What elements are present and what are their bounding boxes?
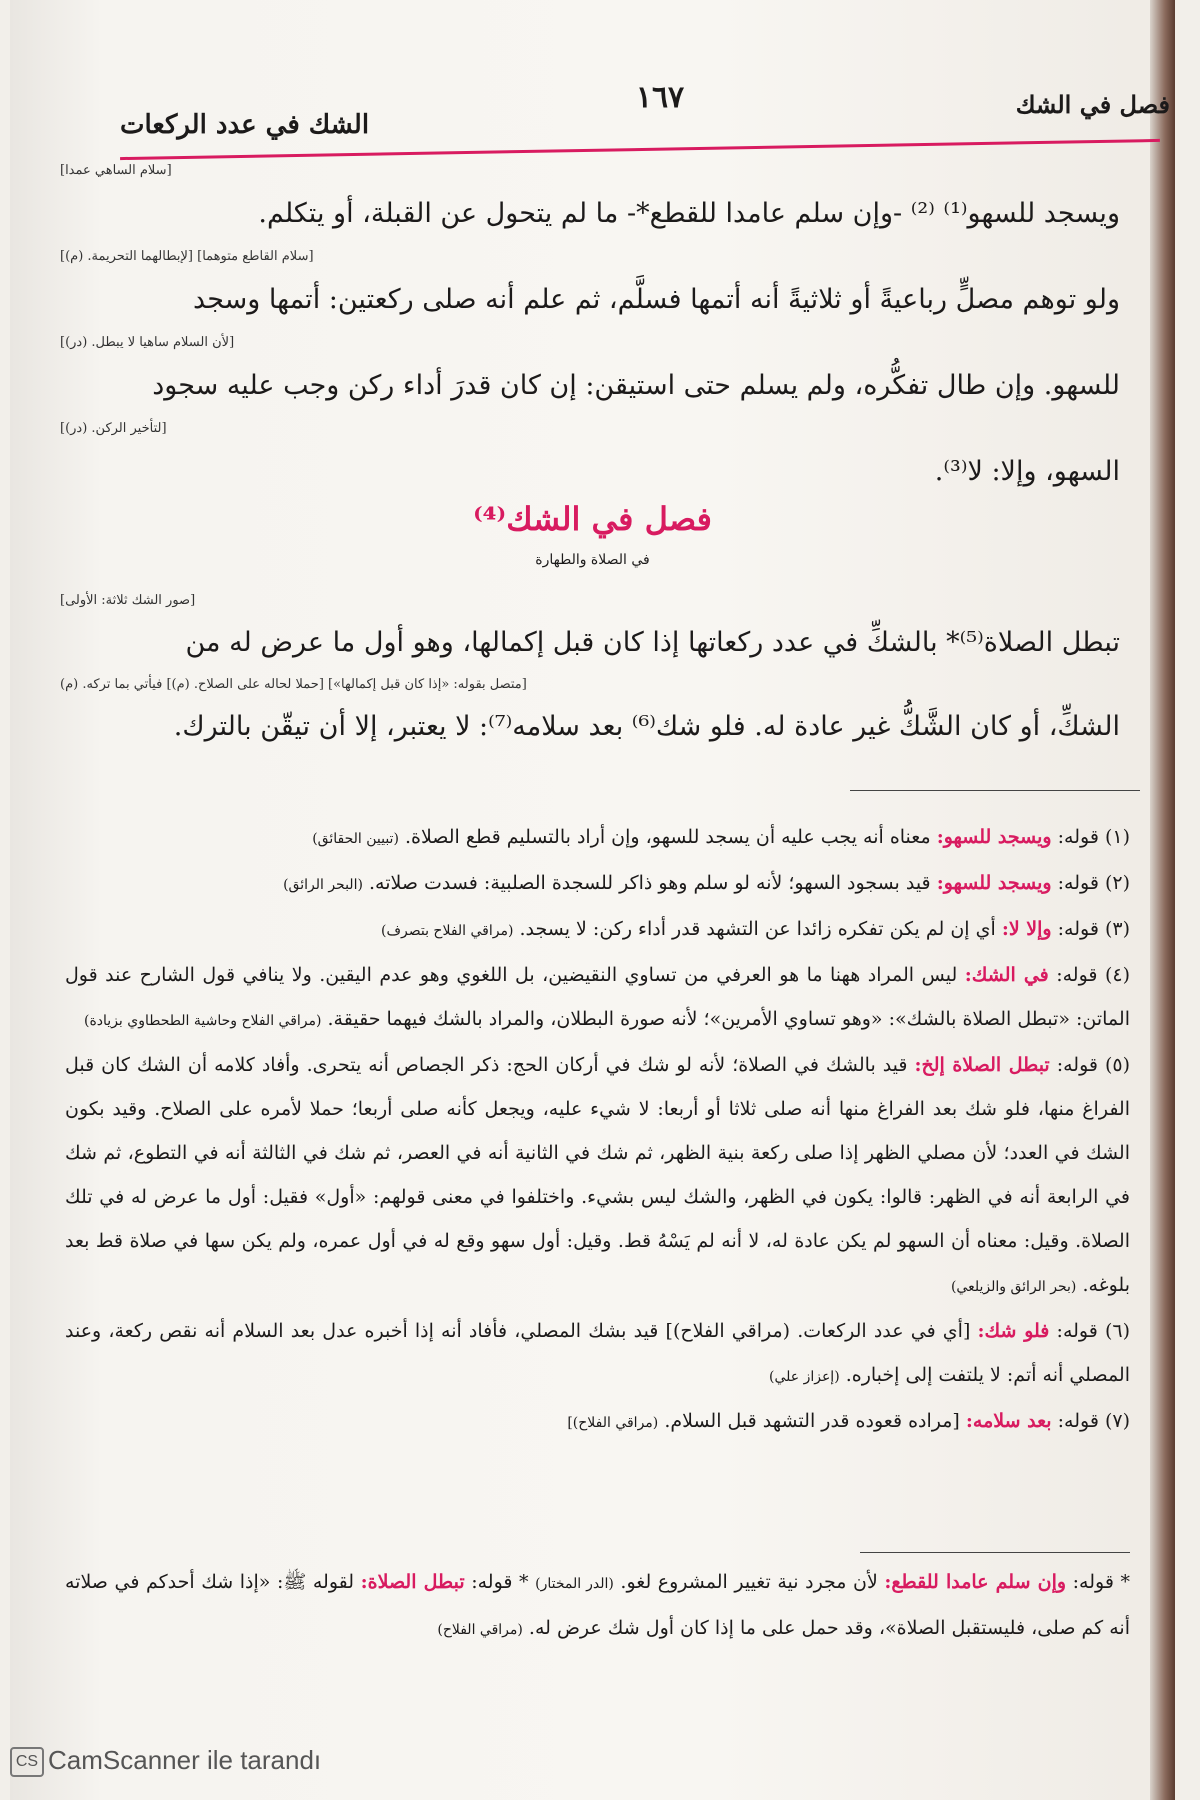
footnote-rule bbox=[850, 790, 1140, 791]
footnote-body: ليس المراد ههنا ما هو العرفي من تساوي النقيضين، بل اللغوي وهو عدم اليقين. ولا ينافي قول الشارح عند قول الماتن: «تبطل الصلاة بالشك»: «وهو تساوي الأمرين»؛ لأنه صورة البطلان، والمراد بالشك فيهما حقيقة. bbox=[65, 964, 1130, 1030]
footnote bbox=[65, 1399, 1130, 1445]
footnote bbox=[65, 1309, 1130, 1399]
bottom-note bbox=[65, 1560, 1130, 1652]
book-spine bbox=[1150, 0, 1175, 1800]
footnote-source: (مراقي الفلاح بتصرف) bbox=[381, 923, 514, 939]
main-paragraph: ولو توهم مصلٍّ رباعيةً أو ثلاثيةً أنه أتمها فسلَّم، ثم علم أنه صلى ركعتين: أتمها وسجد bbox=[193, 284, 1120, 315]
main-paragraph: السهو، وإلا: لا⁽³⁾. bbox=[934, 456, 1120, 487]
scanner-watermark bbox=[10, 1745, 321, 1777]
bottom-note-body: لقوله ﷺ: «إذا شك أحدكم في صلاته أنه كم صلى، فليستقبل الصلاة»، وقد حمل على ما إذا كان أول شك عرض له. bbox=[65, 1571, 1130, 1639]
footnote-number: (٦) قوله: bbox=[1056, 1320, 1131, 1342]
gloss: [لتأخير الركن. (در)] bbox=[60, 421, 167, 436]
footnote-number: (٣) قوله: bbox=[1057, 918, 1130, 940]
footnote-source: (البحر الرائق) bbox=[283, 877, 363, 893]
chapter-paragraph: تبطل الصلاة⁽⁵⁾* بالشكِّ في عدد ركعاتها إذا كان قبل إكمالها، وهو أول ما عرض له من bbox=[185, 627, 1120, 658]
bottom-note-head: وإن سلم عامدا للقطع: bbox=[884, 1571, 1067, 1593]
gloss: [سلام الساهي عمدا] bbox=[60, 163, 172, 178]
footnote-source: (بحر الرائق والزيلعي) bbox=[950, 1279, 1077, 1295]
running-head-right: فصل في الشك bbox=[1015, 90, 1170, 119]
book-page bbox=[10, 0, 1175, 1800]
main-paragraph: ويسجد للسهو⁽¹⁾ ⁽²⁾ -وإن سلم عامدا للقطع*- ما لم يتحول عن القبلة، أو يتكلم. bbox=[258, 198, 1120, 229]
footnote-number: (٢) قوله: bbox=[1057, 872, 1130, 894]
page-header bbox=[120, 80, 1170, 150]
gloss: [صور الشك ثلاثة: الأولى] bbox=[60, 593, 196, 608]
footnote-source: (مراقي الفلاح وحاشية الطحطاوي بزيادة) bbox=[84, 1013, 322, 1029]
bottom-note-head: تبطل الصلاة: bbox=[360, 1571, 465, 1593]
footnote-body: [مراده قعوده قدر التشهد قبل السلام. bbox=[664, 1410, 960, 1432]
footnotes bbox=[65, 815, 1130, 1445]
gloss: [لأن السلام ساهيا لا يبطل. (در)] bbox=[60, 335, 235, 350]
footnote-number: (١) قوله: bbox=[1057, 826, 1130, 848]
footnote-number: (٧) قوله: bbox=[1057, 1410, 1130, 1432]
footnote-head: ويسجد للسهو: bbox=[936, 826, 1052, 848]
page-number: ١٦٧ bbox=[635, 80, 685, 115]
bottom-note-number: * قوله: bbox=[471, 1571, 529, 1593]
footnote-body: [أي في عدد الركعات. (مراقي الفلاح)] قيد بشك المصلي، فأفاد أنه إذا أخبره عدل بعد السلام أنه نقص ركعة، وعند المصلي أنه أتم: لا يلتفت إلى إخباره. bbox=[65, 1320, 1130, 1386]
gloss: [سلام القاطع متوهما] [لإبطالهما التحريمة. (م)] bbox=[60, 249, 314, 264]
footnote bbox=[65, 815, 1130, 861]
bottom-notes bbox=[65, 1560, 1130, 1652]
footnote bbox=[65, 861, 1130, 907]
bottom-note-source: (الدر المختار) bbox=[535, 1576, 614, 1592]
chapter-paragraph: الشكِّ، أو كان الشَّكُّ غير عادة له. فلو شك⁽⁶⁾ بعد سلامه⁽⁷⁾: لا يعتبر، إلا أن تيقّن بالترك. bbox=[173, 711, 1120, 742]
footnote-body: قيد بالشك في الصلاة؛ لأنه لو شك في أركان الحج: ذكر الجصاص أنه يتحرى. وأفاد كلامه أن الشك كان قبل الفراغ منها، فلو شك بعد الفراغ منها أنه صلى ثلاثا أو أربعا: لا شيء عليه، ويجعل كأنه صلى أربعا؛ حملا لأمره على الصلاح. وقيد بكون الشك في العدد؛ لأن مصلي الظهر إذا صلى ركعة بنية الظهر، ثم شك في الثانية أنه في العصر، ثم شك في الثالثة أنه في التطوع، ثم شك في الرابعة أنه في الظهر: قالوا: يكون في الظهر، والشك ليس بشيء. واختلفوا في معنى قولهم: «أول» فقيل: أول ما عرض له في تلك الصلاة. وقيل: معناه أن السهو لم يكن عادة له، لا أنه لم يَسْهُ قط. وقيل: أول سهو وقع له في أول عمره، ولم يكن سها في صلاة قط بعد بلوغه. bbox=[65, 1054, 1130, 1296]
footnote-source: (مراقي الفلاح)] bbox=[567, 1415, 659, 1431]
watermark-text: CamScanner ile tarandı bbox=[48, 1745, 322, 1775]
bottom-note-source: (مراقي الفلاح) bbox=[437, 1622, 523, 1638]
footnote-head: تبطل الصلاة إلخ: bbox=[914, 1054, 1050, 1076]
chapter-text bbox=[60, 590, 1120, 758]
footnote-body: قيد بسجود السهو؛ لأنه لو سلم وهو ذاكر للسجدة الصلبية: فسدت صلاته. bbox=[368, 872, 931, 894]
footnote-source: (إعزاز علي) bbox=[769, 1369, 840, 1385]
footnote bbox=[65, 1043, 1130, 1309]
footnote-number: (٤) قوله: bbox=[1056, 964, 1131, 986]
bottom-note-number: * قوله: bbox=[1072, 1571, 1130, 1593]
gloss: [متصل بقوله: «إذا كان قبل إكمالها»] [حملا لحاله على الصلاح. (م)] فيأتي بما تركه. (م) bbox=[60, 677, 527, 692]
section-heading: فصل في الشك⁽⁴⁾ bbox=[473, 500, 712, 538]
footnote bbox=[65, 953, 1130, 1043]
footnote bbox=[65, 907, 1130, 953]
camscanner-logo-icon: CS bbox=[10, 1747, 44, 1777]
footnote-head: فلو شك: bbox=[977, 1320, 1050, 1342]
main-text bbox=[60, 160, 1120, 504]
footnote-source: (تبيين الحقائق) bbox=[312, 831, 399, 847]
bottom-note-body: لأن مجرد نية تغيير المشروع لغو. bbox=[620, 1571, 878, 1593]
footnote-body: معناه أنه يجب عليه أن يسجد للسهو، وإن أراد بالتسليم قطع الصلاة. bbox=[404, 826, 931, 848]
bottom-note-rule bbox=[860, 1552, 1130, 1553]
section-subheading: في الصلاة والطهارة bbox=[535, 552, 650, 568]
footnote-head: ويسجد للسهو: bbox=[936, 872, 1052, 894]
main-paragraph: للسهو. وإن طال تفكُّره، ولم يسلم حتى استيقن: إن كان قدرَ أداء ركن وجب عليه سجود bbox=[152, 370, 1120, 401]
running-head-left: الشك في عدد الركعات bbox=[120, 110, 370, 140]
footnote-body: أي إن لم يكن تفكره زائدا عن التشهد قدر أداء ركن: لا يسجد. bbox=[519, 918, 996, 940]
footnote-head: وإلا لا: bbox=[1001, 918, 1052, 940]
footnote-head: بعد سلامه: bbox=[965, 1410, 1052, 1432]
footnote-number: (٥) قوله: bbox=[1056, 1054, 1130, 1076]
footnote-head: في الشك: bbox=[964, 964, 1049, 986]
